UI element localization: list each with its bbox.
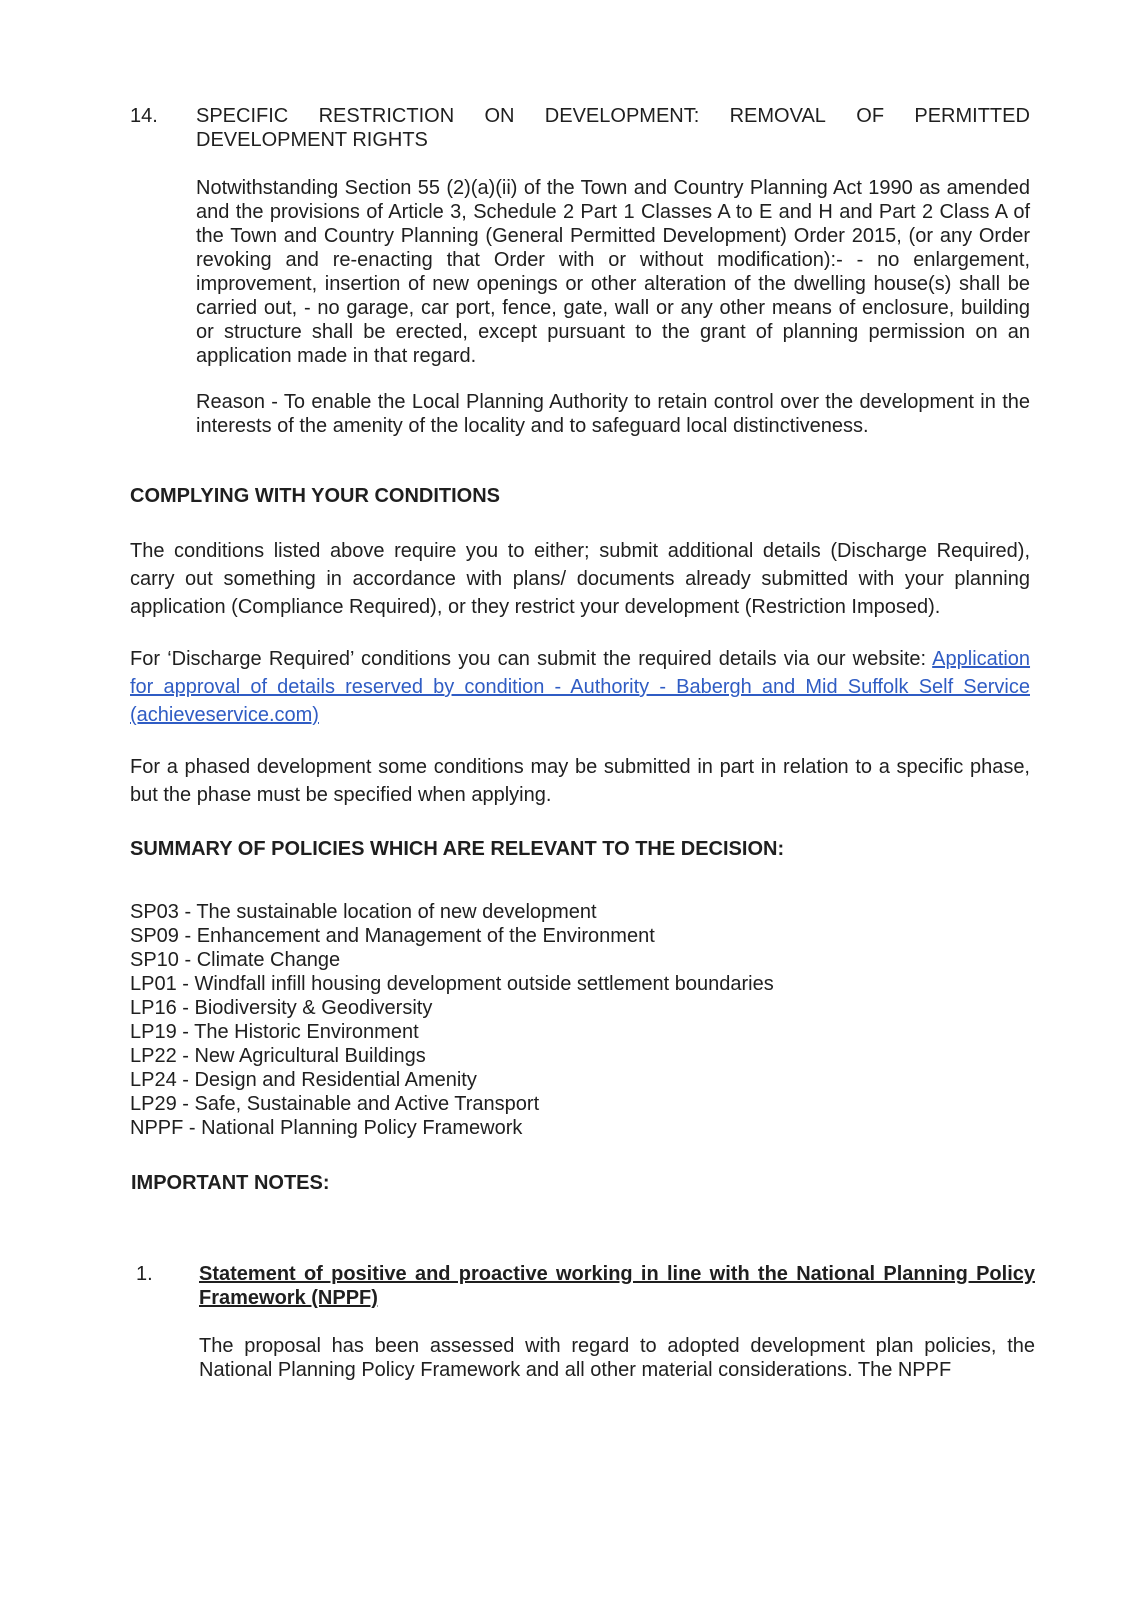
- policies-list: [130, 900, 1030, 1140]
- title-word: RESTRICTION: [318, 105, 455, 127]
- policy-item: LP24 - Design and Residential Amenity: [130, 1069, 477, 1091]
- notes-heading: IMPORTANT NOTES:: [131, 1172, 330, 1194]
- note-title: Statement of positive and proactive working in line with the National Planning Policy Framework (NPPF): [199, 1263, 1035, 1309]
- policy-item: LP01 - Windfall infill housing development outside settlement boundaries: [130, 973, 774, 995]
- complying-para-3: For a phased development some conditions may be submitted in part in relation to a specific phase, but the phase must be specified when applying.: [130, 756, 1030, 806]
- note-number: 1.: [136, 1263, 153, 1285]
- title-word: PERMITTED: [914, 105, 1030, 127]
- policy-item: SP10 - Climate Change: [130, 949, 341, 971]
- condition-body: Notwithstanding Section 55 (2)(a)(ii) of the Town and Country Planning Act 1990 as amended and the provisions of Article 3, Schedule 2 Part 1 Classes A to E and H and Part 2 Class A of the Town and Country Planning (General Permitted Development) Order 2015, (or any Order revoking and re-enacting that Order with or without modification):- - no enlargement, improvement, insertion of new openings or other alteration of the dwelling house(s) shall be carried out, - no garage, car port, fence, gate, wall or any other means of enclosure, building or structure shall be erected, except pursuant to the grant of planning permission on an application made in that regard.: [196, 177, 1030, 367]
- title-word: DEVELOPMENT:: [544, 105, 700, 127]
- discharge-application-link[interactable]: Application for approval of details reserved by condition - Authority - Babergh and Mid Suffolk Self Service (achieveservice.com): [130, 648, 1031, 726]
- complying-para-2-text: For ‘Discharge Required’ conditions you can submit the required details via our website:: [130, 648, 927, 670]
- condition-reason: Reason - To enable the Local Planning Authority to retain control over the development in the interests of the amenity of the locality and to safeguard local distinctiveness.: [196, 391, 1030, 437]
- policy-item: LP19 - The Historic Environment: [130, 1021, 419, 1043]
- condition-title: [196, 104, 1030, 152]
- policy-item: LP29 - Safe, Sustainable and Active Transport: [130, 1093, 540, 1115]
- condition-number: 14.: [130, 105, 158, 127]
- complying-para-1: The conditions listed above require you to either; submit additional details (Discharge Required), carry out something in accordance with plans/ documents already submitted with your planning application (Compliance Required), or they restrict your development (Restriction Imposed).: [130, 540, 1030, 618]
- policy-item: NPPF - National Planning Policy Framework: [130, 1117, 523, 1139]
- title-word: OF: [856, 105, 885, 127]
- complying-para-2: [130, 645, 1030, 729]
- policy-item: SP03 - The sustainable location of new development: [130, 901, 597, 923]
- policy-item: SP09 - Enhancement and Management of the Environment: [130, 925, 655, 947]
- title-word: ON: [484, 105, 515, 127]
- policy-item: LP22 - New Agricultural Buildings: [130, 1045, 426, 1067]
- complying-heading: COMPLYING WITH YOUR CONDITIONS: [130, 485, 501, 507]
- policies-heading: SUMMARY OF POLICIES WHICH ARE RELEVANT TO THE DECISION:: [130, 838, 785, 860]
- title-word: SPECIFIC: [196, 105, 289, 127]
- condition-title-line2: DEVELOPMENT RIGHTS: [196, 129, 428, 151]
- policy-item: LP16 - Biodiversity & Geodiversity: [130, 997, 433, 1019]
- title-word: REMOVAL: [729, 105, 826, 127]
- note-1-body: The proposal has been assessed with regard to adopted development plan policies, the National Planning Policy Framework and all other material considerations. The NPPF: [199, 1335, 1035, 1381]
- condition-title-line1: [196, 104, 1030, 128]
